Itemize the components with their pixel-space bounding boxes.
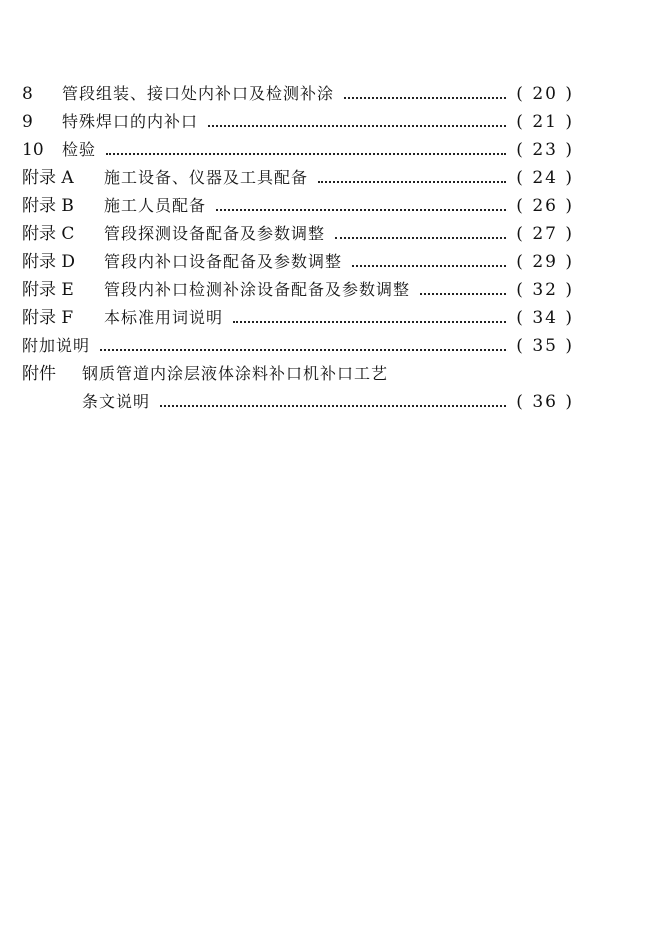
toc-entry-page: ( 24 ) (516, 168, 574, 188)
toc-entry-attachment[interactable] (22, 360, 574, 388)
toc-entry-9[interactable] (22, 108, 574, 136)
toc-entry-appendix-d[interactable] (22, 248, 574, 276)
toc-entry-number: 10 (22, 140, 44, 160)
toc-entry-page: ( 34 ) (516, 308, 574, 328)
toc-entry-number: 附录 E (22, 280, 74, 300)
dot-leader (160, 405, 506, 407)
toc-entry-appendix-f[interactable] (22, 304, 574, 332)
dot-leader (100, 349, 506, 351)
toc-entry-page: ( 29 ) (516, 252, 574, 272)
dot-leader (352, 265, 506, 267)
toc-entry-10[interactable] (22, 136, 574, 164)
toc-entry-page: ( 23 ) (516, 140, 574, 160)
dot-leader (216, 209, 506, 211)
toc-entry-page: ( 26 ) (516, 196, 574, 216)
toc-entry-appendix-b[interactable] (22, 192, 574, 220)
toc-entry-number: 9 (22, 112, 33, 132)
dot-leader (420, 293, 506, 295)
toc-entry-number: 附录 F (22, 308, 74, 328)
toc-entry-number: 附录 D (22, 252, 76, 272)
toc-entry-page: ( 27 ) (516, 224, 574, 244)
toc-entry-number: 附录 B (22, 196, 74, 216)
toc-entry-attachment-notes[interactable] (22, 388, 574, 416)
toc-entry-number: 8 (22, 84, 33, 104)
toc-entry-8[interactable] (22, 80, 574, 108)
toc-entry-title: 管段内补口设备配备及参数调整 (104, 252, 343, 271)
dot-leader (318, 181, 506, 183)
toc-entry-page: ( 20 ) (516, 84, 574, 104)
toc-entry-title: 钢质管道内涂层液体涂料补口机补口工艺 (82, 364, 389, 383)
toc-entry-appendix-c[interactable] (22, 220, 574, 248)
dot-leader (208, 125, 506, 127)
toc-entry-title: 条文说明 (82, 392, 151, 411)
toc-entry-title: 特殊焊口的内补口 (62, 112, 199, 131)
toc-entry-title: 管段探测设备配备及参数调整 (104, 224, 326, 243)
toc-entry-page: ( 32 ) (516, 280, 574, 300)
toc-entry-appendix-a[interactable] (22, 164, 574, 192)
toc-entry-number: 附录 A (22, 168, 74, 188)
toc-entry-page: ( 36 ) (516, 392, 574, 412)
dot-leader (233, 321, 506, 323)
toc-entry-page: ( 35 ) (516, 336, 574, 356)
dot-leader (106, 153, 506, 155)
toc-entry-title: 附加说明 (22, 336, 91, 355)
dot-leader (344, 97, 506, 99)
toc-entry-title: 施工设备、仪器及工具配备 (104, 168, 309, 187)
toc-entry-title: 本标准用词说明 (104, 308, 224, 327)
toc-entry-number: 附录 C (22, 224, 75, 244)
toc-entry-appendix-e[interactable] (22, 276, 574, 304)
toc-entry-title: 施工人员配备 (104, 196, 207, 215)
toc-entry-title: 检验 (62, 140, 97, 159)
toc-entry-additional-notes[interactable] (22, 332, 574, 360)
toc-entry-title: 管段内补口检测补涂设备配备及参数调整 (104, 280, 411, 299)
toc-entry-page: ( 21 ) (516, 112, 574, 132)
dot-leader (335, 237, 506, 239)
table-of-contents (22, 80, 574, 416)
toc-entry-number: 附件 (22, 364, 56, 384)
toc-entry-title: 管段组装、接口处内补口及检测补涂 (62, 84, 335, 103)
